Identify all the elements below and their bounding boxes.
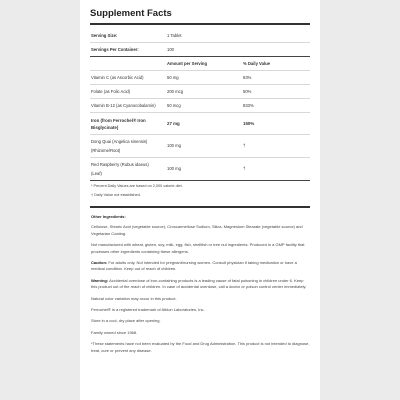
warning-label: Warning: (91, 277, 109, 283)
nutrient-amount: 50 mg (167, 74, 179, 80)
iron-name (90, 117, 167, 131)
servings-per-container-row (90, 43, 310, 57)
nutrient-row (90, 99, 310, 113)
storage-note: Store in a cool, dry place after opening. (91, 318, 161, 324)
nutrient-name: Vitamin B-12 (as Cyanocobalamin) (91, 102, 156, 108)
nutrient-dv: 83% (243, 74, 252, 80)
iron-amount: 27 mg (167, 120, 180, 126)
panel-title: Supplement Facts (90, 0, 310, 25)
iron-name-line2: Bisglycinate) (91, 124, 119, 130)
footnote-percent-dv: * Percent Daily Values are based on 2,000 calorie diet. (91, 184, 183, 188)
column-header-dv: % Daily Value (243, 60, 270, 66)
iron-dv: 150% (243, 120, 255, 126)
herb-row (90, 158, 310, 181)
iron-row (90, 113, 310, 135)
supplement-facts-panel (80, 0, 320, 400)
herb-name (90, 160, 167, 178)
caution-statement (91, 260, 310, 273)
herb-name-line2: (Leaf) (91, 171, 102, 176)
caution-text: For adults only. Not intended for pregnant/nursing women. Consult physician if taking medication or have a medical condition. Keep out of reach of children. (91, 260, 297, 272)
column-header-row (90, 57, 310, 71)
servings-per-container-label: Servings Per Container: (91, 46, 139, 52)
herb-amount: 100 mg (167, 166, 181, 171)
section-divider (90, 206, 310, 208)
warning-text: Accidental overdose of iron-containing products is a leading cause of fatal poisoning in children under 6. Keep this product out of the reach of children. In case of accidental overdose, call a doctor or poison control center immediately. (91, 277, 307, 290)
nutrient-row (90, 85, 310, 99)
herb-dv: † (243, 143, 246, 148)
nutrient-amount: 200 mcg (167, 88, 184, 94)
serving-size-label: Serving Size: (91, 32, 118, 38)
column-header-amount: Amount per Serving (167, 60, 208, 66)
servings-per-container-value: 100 (167, 46, 174, 52)
trademark-note: Ferrochel® is a registered trademark of Albion Laboratories, Inc. (91, 307, 205, 313)
nutrient-name: Vitamin C (as Ascorbic Acid) (91, 74, 144, 80)
other-ingredients-text: Cellulose, Stearic Acid (vegetable source), Croscarmellose Sodium, Silica, Magnesium Stearate (vegetable source) and Vegetarian Coating. (91, 224, 303, 236)
nutrient-dv: 833% (243, 102, 254, 108)
herb-name-line1: Red Raspberry (Rubus idaeus) (91, 162, 149, 167)
fda-disclaimer: *These statements have not been evaluated by the Food and Drug Administration. This product is not intended to diagnose, treat, cure or prevent any disease. (91, 341, 310, 353)
serving-size-value: 1 Tablet (167, 32, 182, 38)
herb-dv: † (243, 166, 246, 171)
caution-label: Caution: (91, 260, 108, 266)
herb-row (90, 135, 310, 158)
herb-name-line2: (Rhizome/Root) (91, 148, 121, 153)
herb-name (90, 137, 167, 155)
color-variation-note: Natural color variation may occur in this product. (91, 295, 177, 301)
nutrient-dv: 50% (243, 88, 252, 94)
herb-name-line1: Dong Quai (Angelica sinensis) (91, 139, 148, 144)
footnotes (90, 181, 310, 204)
footnote-dv-not-established: † Daily Value not established. (91, 192, 141, 197)
other-ingredients-heading: Other Ingredients: (91, 214, 126, 219)
nutrient-row (90, 71, 310, 85)
nutrient-amount: 50 mcg (167, 102, 181, 108)
nutrient-name: Folate (as Folic Acid) (91, 88, 131, 94)
family-owned-note: Family owned since 1968. (91, 329, 138, 335)
allergen-statement: Not manufactured with wheat, gluten, soy, milk, egg, fish, shellfish or tree nut ingredients. Produced in a GMP facility that processes other ingredients containing these allergens. (91, 242, 305, 254)
herb-amount: 100 mg (167, 143, 181, 148)
serving-size-row (90, 29, 310, 43)
iron-name-line1: Iron (from Ferrochel® Iron (91, 117, 146, 123)
warning-statement (91, 278, 310, 291)
label-text-section (90, 214, 310, 354)
